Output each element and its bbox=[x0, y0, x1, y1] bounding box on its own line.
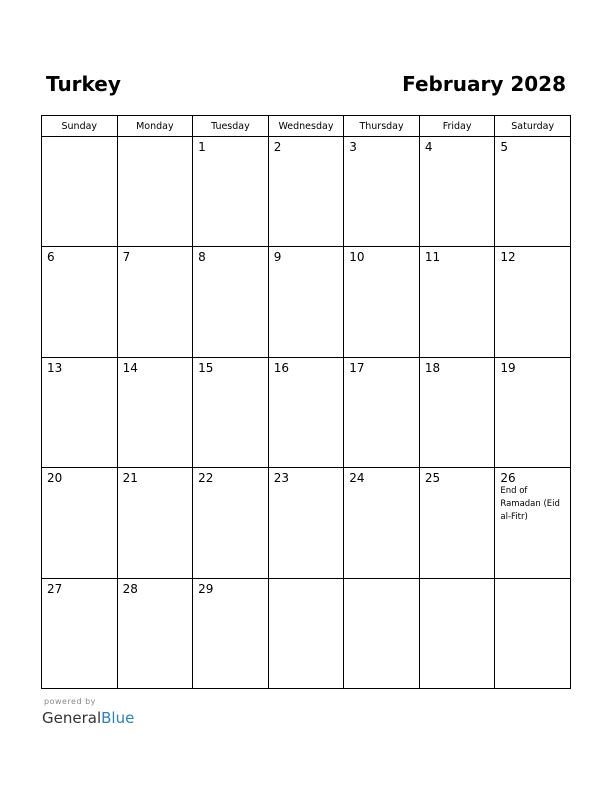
day-cell bbox=[495, 468, 571, 578]
day-cell bbox=[495, 137, 571, 247]
day-cell bbox=[193, 357, 269, 467]
day-cell bbox=[117, 137, 193, 247]
day-number: 9 bbox=[273, 250, 282, 265]
day-cell bbox=[344, 578, 420, 688]
day-number: 13 bbox=[47, 360, 63, 375]
weekday-header: Tuesday bbox=[193, 116, 269, 137]
day-cell bbox=[495, 247, 571, 357]
day-number bbox=[269, 579, 344, 582]
weekday-header: Wednesday bbox=[268, 116, 344, 137]
day-number bbox=[420, 579, 495, 582]
day-number: 1 bbox=[198, 140, 206, 154]
day-cell bbox=[42, 468, 118, 578]
day-cell bbox=[117, 247, 193, 357]
day-cell bbox=[344, 137, 420, 247]
day-cell bbox=[117, 468, 193, 578]
day-number: 18 bbox=[424, 360, 441, 375]
day-number: 12 bbox=[500, 250, 516, 265]
brand-general: General bbox=[42, 709, 102, 727]
brand-blue: Blue bbox=[101, 709, 135, 727]
week-row bbox=[42, 247, 571, 357]
day-number: 27 bbox=[47, 581, 63, 596]
week-row bbox=[42, 578, 571, 688]
day-cell bbox=[419, 357, 495, 467]
day-number: 2 bbox=[273, 140, 282, 154]
day-cell bbox=[193, 247, 269, 357]
weekday-header: Thursday bbox=[344, 116, 420, 137]
week-row bbox=[42, 357, 571, 467]
day-cell bbox=[419, 468, 495, 578]
day-cell bbox=[344, 468, 420, 578]
day-cell bbox=[268, 247, 344, 357]
day-number: 10 bbox=[349, 250, 365, 265]
day-cell bbox=[419, 137, 495, 247]
holiday-label: End of Ramadan (Eid al-Fitr) bbox=[500, 486, 560, 523]
day-cell bbox=[42, 137, 118, 247]
day-number: 26 bbox=[500, 471, 516, 486]
week-row bbox=[42, 468, 571, 578]
day-number: 17 bbox=[349, 360, 365, 375]
day-cell bbox=[419, 247, 495, 357]
weekday-header: Monday bbox=[117, 116, 193, 137]
day-number: 14 bbox=[122, 360, 138, 375]
day-cell bbox=[193, 578, 269, 688]
day-number: 5 bbox=[500, 140, 509, 154]
weekday-header-row bbox=[42, 116, 571, 137]
powered-by-label: powered by bbox=[44, 697, 96, 706]
day-cell bbox=[419, 578, 495, 688]
day-number: 24 bbox=[349, 471, 365, 486]
day-number: 3 bbox=[349, 140, 357, 154]
day-cell bbox=[42, 357, 118, 467]
day-number: 25 bbox=[424, 471, 441, 486]
day-cell bbox=[268, 357, 344, 467]
month-year-title: February 2028 bbox=[402, 72, 566, 96]
day-cell bbox=[344, 247, 420, 357]
day-cell bbox=[42, 247, 118, 357]
day-number: 11 bbox=[424, 250, 441, 265]
day-number: 22 bbox=[198, 471, 214, 486]
day-number: 28 bbox=[122, 581, 138, 596]
day-number: 20 bbox=[47, 471, 63, 486]
day-number: 21 bbox=[122, 471, 138, 486]
day-cell bbox=[268, 468, 344, 578]
weekday-header: Saturday bbox=[495, 116, 571, 137]
day-number bbox=[495, 579, 570, 582]
day-cell bbox=[268, 578, 344, 688]
day-number: 19 bbox=[500, 360, 516, 375]
day-number: 8 bbox=[198, 250, 206, 265]
day-number: 15 bbox=[198, 360, 214, 375]
calendar-grid bbox=[41, 115, 571, 689]
day-cell bbox=[495, 357, 571, 467]
weekday-header: Sunday bbox=[42, 116, 118, 137]
day-cell bbox=[344, 357, 420, 467]
day-cell bbox=[117, 357, 193, 467]
day-cell bbox=[42, 578, 118, 688]
day-cell bbox=[268, 137, 344, 247]
day-cell bbox=[193, 468, 269, 578]
day-number bbox=[42, 137, 117, 140]
generalblue-logo[interactable] bbox=[42, 708, 134, 728]
day-number bbox=[344, 579, 419, 582]
day-cell bbox=[117, 578, 193, 688]
day-number: 6 bbox=[47, 250, 55, 265]
day-cell bbox=[495, 578, 571, 688]
country-title: Turkey bbox=[46, 72, 121, 96]
day-number: 16 bbox=[273, 360, 289, 375]
day-number: 23 bbox=[273, 471, 289, 486]
day-number: 29 bbox=[198, 581, 214, 596]
week-row bbox=[42, 137, 571, 247]
day-number: 4 bbox=[424, 140, 433, 154]
day-cell bbox=[193, 137, 269, 247]
day-number: 7 bbox=[122, 250, 131, 265]
weekday-header: Friday bbox=[419, 116, 495, 137]
day-number bbox=[118, 137, 193, 140]
